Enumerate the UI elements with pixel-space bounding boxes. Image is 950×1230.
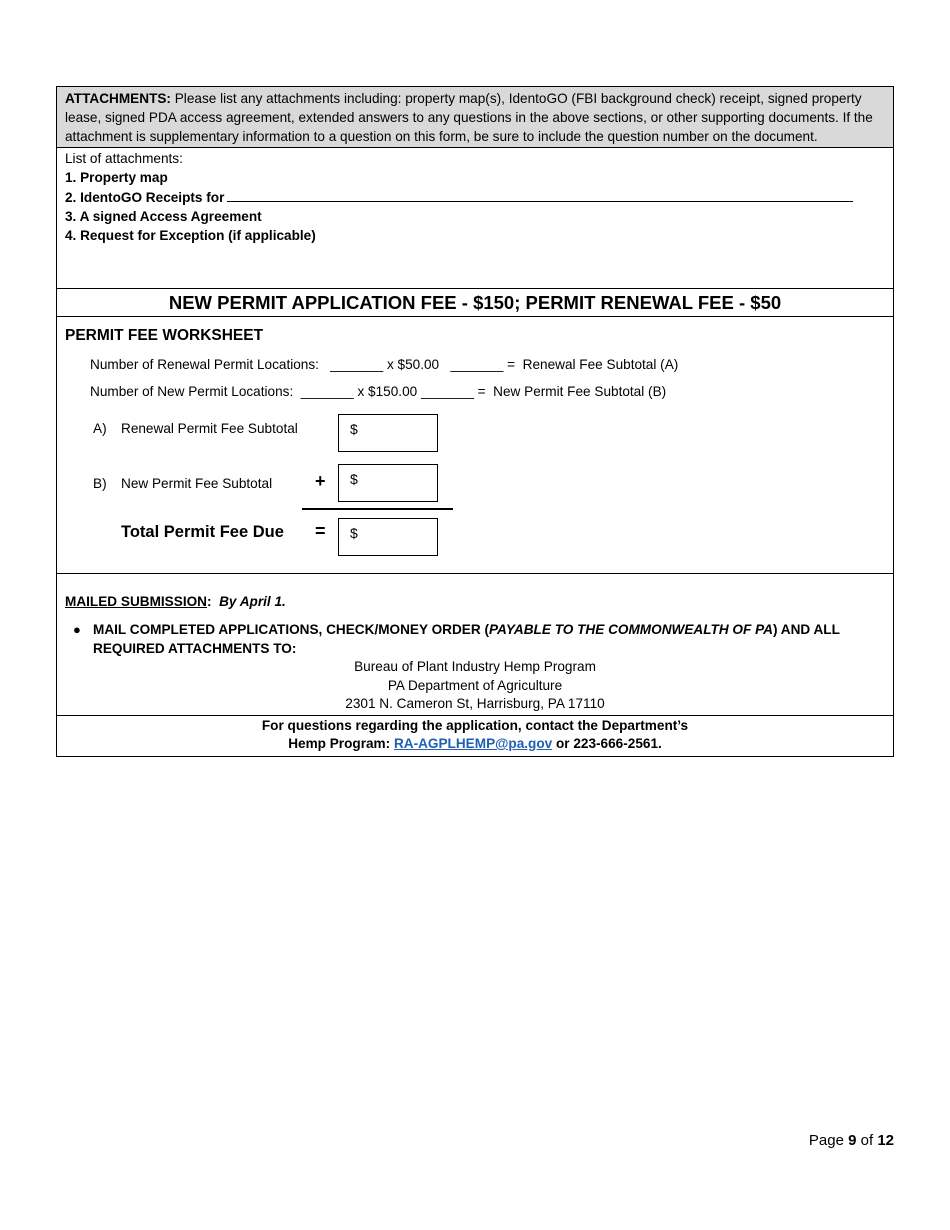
row-b-label: New Permit Fee Subtotal [121, 476, 273, 491]
mail-instructions [93, 620, 889, 658]
contact-line-2 [57, 735, 893, 753]
equals-sign: = [315, 521, 326, 541]
mail-instructions-payee: PAYABLE TO THE COMMONWEALTH OF PA [489, 622, 773, 637]
mailed-submission [57, 574, 893, 716]
attachment-item-4: 4. Request for Exception (if applicable) [65, 228, 316, 244]
total-fee-field[interactable]: $ [338, 518, 438, 556]
contact-line-2-pre: Hemp Program: [288, 736, 394, 751]
attachment-item-2-label: 2. IdentoGO Receipts for [65, 189, 225, 205]
attachments-list [57, 148, 893, 289]
attachments-heading: ATTACHMENTS: [65, 91, 171, 106]
permit-fee-worksheet [57, 317, 893, 574]
attachments-list-label: List of attachments: [65, 151, 183, 166]
address-line-3: 2301 N. Cameron St, Harrisburg, PA 17110 [345, 696, 605, 711]
total-label: Total Permit Fee Due [121, 523, 284, 541]
mail-instructions-post: ) AND ALL REQUIRED ATTACHMENTS TO: [93, 622, 840, 656]
attachment-item-2 [65, 188, 885, 207]
row-a-letter: A) [93, 421, 107, 436]
address-line-2: PA Department of Agriculture [387, 677, 563, 693]
plus-sign: + [315, 471, 326, 491]
page-number [809, 1132, 894, 1149]
contact-info [57, 716, 893, 756]
page-of: of [856, 1132, 878, 1149]
worksheet-title: PERMIT FEE WORKSHEET [65, 327, 264, 344]
fee-title: NEW PERMIT APPLICATION FEE - $150; PERMIT RENEWAL FEE - $50 [57, 289, 893, 317]
contact-phone: or 223-666-2561. [552, 736, 662, 751]
identogo-receipts-field[interactable] [227, 189, 853, 202]
new-subtotal-field[interactable]: $ [338, 464, 438, 502]
renewal-subtotal-field[interactable]: $ [338, 414, 438, 452]
attachments-instructions-text: Please list any attachments including: property map(s), IdentoGO (FBI background check) receipt, signed property lease, signed PDA access agreement, extended answers to any questions in the above sections, or other supporting documents. If the attachment is supplementary information to a question on this form, be sure to include the question number on the document. [65, 91, 873, 144]
attachment-item-1: 1. Property map [65, 170, 168, 186]
mailed-title-text: MAILED SUBMISSION [65, 594, 207, 609]
contact-email-link[interactable]: RA-AGPLHEMP@pa.gov [393, 736, 553, 751]
permit-form [56, 86, 894, 757]
contact-line-1: For questions regarding the application, contact the Department’s [261, 718, 689, 733]
renewal-locations-line[interactable]: Number of Renewal Permit Locations: _______ x $50.00 _______ = Renewal Fee Subtotal (A) [90, 357, 679, 372]
page-current: 9 [848, 1132, 857, 1149]
mailed-deadline: By April 1. [219, 594, 286, 609]
mailing-address [57, 658, 893, 714]
mail-instructions-pre: MAIL COMPLETED APPLICATIONS, CHECK/MONEY ORDER ( [93, 622, 489, 637]
row-a-label: Renewal Permit Fee Subtotal [121, 421, 298, 436]
page-total: 12 [877, 1132, 894, 1149]
attachments-instructions [57, 87, 893, 148]
new-locations-line[interactable]: Number of New Permit Locations: _______ x $150.00 _______ = New Permit Fee Subtotal (B) [90, 384, 667, 399]
page-prefix: Page [808, 1132, 849, 1149]
bullet-icon: ● [73, 622, 81, 637]
sum-divider [302, 508, 453, 510]
row-b-letter: B) [93, 476, 107, 491]
mailed-submission-title [65, 594, 286, 609]
mailed-title-colon: : [206, 594, 212, 609]
attachment-item-3: 3. A signed Access Agreement [65, 208, 262, 224]
address-line-1: Bureau of Plant Industry Hemp Program [354, 659, 596, 674]
